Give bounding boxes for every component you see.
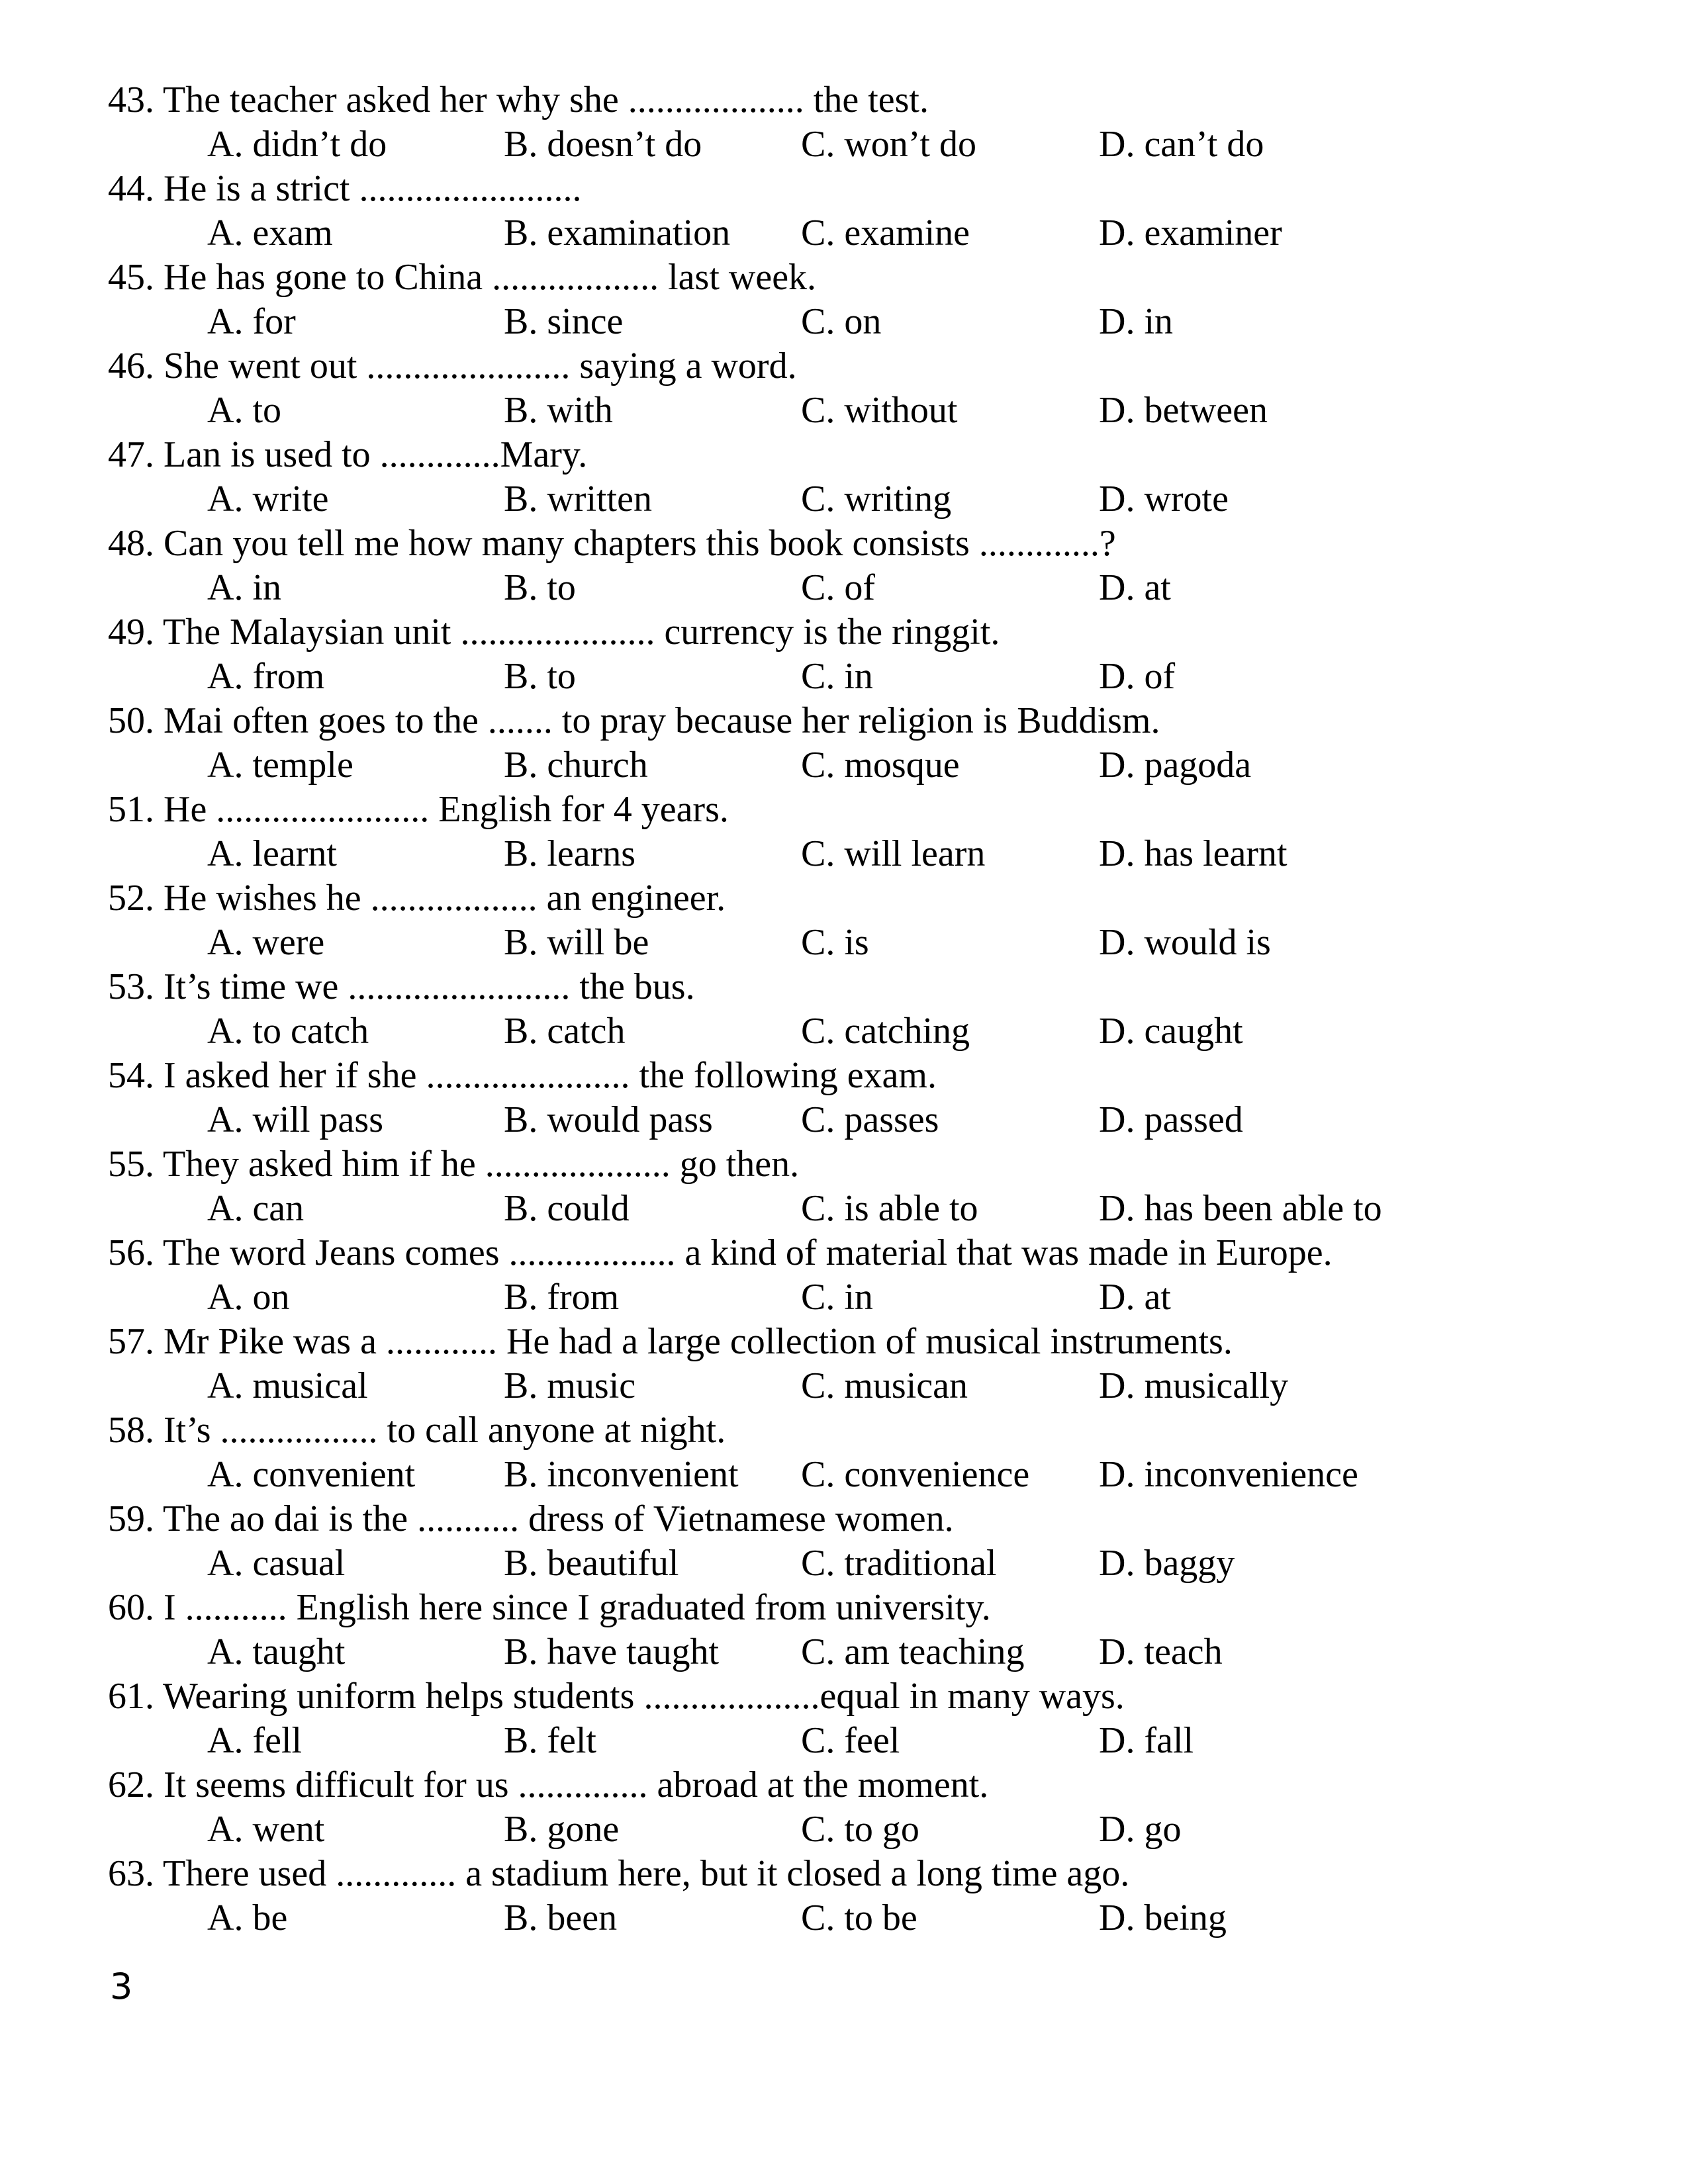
option-c: C. convenience — [801, 1454, 1030, 1495]
option-b: B. written — [504, 478, 652, 520]
option-d: D. inconvenience — [1099, 1454, 1358, 1495]
question-item — [108, 610, 1604, 699]
question-stem: 55. They asked him if he .................... go then. — [108, 1144, 800, 1185]
answer-options — [108, 211, 1604, 255]
option-b: B. catch — [504, 1011, 626, 1052]
option-a: A. can — [207, 1188, 305, 1229]
option-b: B. to — [504, 567, 576, 608]
option-b: B. gone — [504, 1809, 620, 1850]
option-a: A. to catch — [207, 1011, 369, 1052]
question-stem: 48. Can you tell me how many chapters this book consists .............? — [108, 523, 1116, 564]
option-a: A. musical — [207, 1365, 368, 1406]
answer-options — [108, 743, 1604, 788]
option-d: D. pagoda — [1099, 745, 1252, 786]
option-c: C. examine — [801, 212, 970, 253]
answer-options — [108, 1275, 1604, 1320]
question-stem: 63. There used ............. a stadium here, but it closed a long time ago. — [108, 1853, 1130, 1894]
option-c: C. is able to — [801, 1188, 978, 1229]
option-b: B. inconvenient — [504, 1454, 739, 1495]
option-c: C. writing — [801, 478, 952, 520]
option-c: C. traditional — [801, 1543, 997, 1584]
question-stem: 62. It seems difficult for us .............. abroad at the moment. — [108, 1764, 989, 1805]
option-b: B. to — [504, 656, 576, 697]
option-a: A. exam — [207, 212, 333, 253]
option-d: D. caught — [1099, 1011, 1243, 1052]
option-b: B. have taught — [504, 1631, 720, 1672]
option-d: D. has been able to — [1099, 1188, 1382, 1229]
answer-options — [108, 1364, 1604, 1408]
question-item — [108, 78, 1604, 167]
question-stem: 43. The teacher asked her why she ................... the test. — [108, 79, 929, 120]
option-c: C. catching — [801, 1011, 970, 1052]
option-d: D. between — [1099, 390, 1268, 431]
answer-options — [108, 122, 1604, 167]
question-item — [108, 1763, 1604, 1852]
option-c: C. to be — [801, 1897, 917, 1938]
question-item — [108, 522, 1604, 610]
option-b: B. church — [504, 745, 648, 786]
option-c: C. is — [801, 922, 869, 963]
option-d: D. would is — [1099, 922, 1271, 963]
question-stem: 50. Mai often goes to the ....... to pray because her religion is Buddism. — [108, 700, 1160, 741]
question-item — [108, 1142, 1604, 1231]
option-c: C. on — [801, 301, 882, 342]
option-d: D. passed — [1099, 1099, 1243, 1140]
option-d: D. of — [1099, 656, 1176, 697]
option-b: B. could — [504, 1188, 630, 1229]
option-a: A. were — [207, 922, 325, 963]
option-c: C. mosque — [801, 745, 960, 786]
option-c: C. of — [801, 567, 875, 608]
option-d: D. at — [1099, 567, 1171, 608]
question-item — [108, 1054, 1604, 1142]
question-stem: 46. She went out ...................... saying a word. — [108, 345, 797, 387]
answer-options — [108, 1719, 1604, 1763]
option-c: C. in — [801, 1277, 873, 1318]
question-item — [108, 1497, 1604, 1586]
question-item — [108, 1674, 1604, 1763]
option-b: B. music — [504, 1365, 636, 1406]
option-a: A. taught — [207, 1631, 346, 1672]
option-b: B. been — [504, 1897, 618, 1938]
option-a: A. be — [207, 1897, 288, 1938]
option-a: A. write — [207, 478, 329, 520]
answer-options — [108, 1187, 1604, 1231]
question-item — [108, 255, 1604, 344]
option-a: A. in — [207, 567, 281, 608]
option-d: D. fall — [1099, 1720, 1194, 1761]
question-item — [108, 788, 1604, 876]
page-number: 3 — [110, 1966, 133, 2007]
question-item — [108, 965, 1604, 1054]
option-d: D. examiner — [1099, 212, 1282, 253]
option-b: B. learns — [504, 833, 636, 874]
question-stem: 51. He ....................... English for 4 years. — [108, 789, 729, 830]
option-b: B. from — [504, 1277, 620, 1318]
question-stem: 44. He is a strict ........................ — [108, 168, 582, 209]
question-item — [108, 876, 1604, 965]
question-item — [108, 344, 1604, 433]
option-d: D. go — [1099, 1809, 1182, 1850]
option-d: D. has learnt — [1099, 833, 1288, 874]
answer-options — [108, 566, 1604, 610]
question-item — [108, 1586, 1604, 1674]
answer-options — [108, 1541, 1604, 1586]
option-c: C. will learn — [801, 833, 986, 874]
question-stem: 59. The ao dai is the ........... dress of Vietnamese women. — [108, 1498, 954, 1539]
answer-options — [108, 921, 1604, 965]
question-stem: 58. It’s ................. to call anyone at night. — [108, 1410, 726, 1451]
question-stem: 60. I ........... English here since I graduated from university. — [108, 1587, 991, 1628]
option-a: A. to — [207, 390, 281, 431]
option-c: C. feel — [801, 1720, 900, 1761]
option-a: A. went — [207, 1809, 325, 1850]
question-stem: 47. Lan is used to .............Mary. — [108, 434, 588, 475]
option-a: A. didn’t do — [207, 124, 387, 165]
option-c: C. won’t do — [801, 124, 976, 165]
option-d: D. baggy — [1099, 1543, 1235, 1584]
question-item — [108, 167, 1604, 255]
option-a: A. from — [207, 656, 325, 697]
option-c: C. passes — [801, 1099, 939, 1140]
option-c: C. musican — [801, 1365, 968, 1406]
option-c: C. without — [801, 390, 958, 431]
question-stem: 49. The Malaysian unit ..................... currency is the ringgit. — [108, 612, 1000, 653]
answer-options — [108, 300, 1604, 344]
option-b: B. with — [504, 390, 613, 431]
question-stem: 61. Wearing uniform helps students ...................equal in many ways. — [108, 1676, 1125, 1717]
answer-options — [108, 1807, 1604, 1852]
answer-options — [108, 832, 1604, 876]
question-item — [108, 1320, 1604, 1408]
option-a: A. for — [207, 301, 296, 342]
option-d: D. at — [1099, 1277, 1171, 1318]
answer-options — [108, 1098, 1604, 1142]
option-d: D. teach — [1099, 1631, 1223, 1672]
option-b: B. beautiful — [504, 1543, 679, 1584]
question-stem: 45. He has gone to China .................. last week. — [108, 257, 817, 298]
option-b: B. would pass — [504, 1099, 713, 1140]
option-a: A. on — [207, 1277, 290, 1318]
answer-options — [108, 388, 1604, 433]
option-c: C. in — [801, 656, 873, 697]
option-b: B. felt — [504, 1720, 596, 1761]
answer-options — [108, 477, 1604, 522]
option-b: B. examination — [504, 212, 731, 253]
option-a: A. fell — [207, 1720, 303, 1761]
option-a: A. will pass — [207, 1099, 383, 1140]
option-c: C. to go — [801, 1809, 919, 1850]
question-stem: 57. Mr Pike was a ............ He had a large collection of musical instruments. — [108, 1321, 1233, 1362]
question-stem: 53. It’s time we ........................ the bus. — [108, 966, 695, 1007]
question-item — [108, 699, 1604, 788]
option-a: A. convenient — [207, 1454, 416, 1495]
question-item — [108, 1231, 1604, 1320]
answer-options — [108, 1630, 1604, 1674]
question-item — [108, 433, 1604, 522]
question-list — [108, 78, 1604, 1940]
option-d: D. musically — [1099, 1365, 1289, 1406]
option-b: B. doesn’t do — [504, 124, 702, 165]
question-stem: 54. I asked her if she ...................... the following exam. — [108, 1055, 937, 1096]
option-d: D. wrote — [1099, 478, 1229, 520]
answer-options — [108, 1009, 1604, 1054]
option-b: B. since — [504, 301, 624, 342]
question-item — [108, 1408, 1604, 1497]
option-d: D. can’t do — [1099, 124, 1264, 165]
option-a: A. temple — [207, 745, 353, 786]
answer-options — [108, 655, 1604, 699]
option-c: C. am teaching — [801, 1631, 1025, 1672]
question-stem: 56. The word Jeans comes .................. a kind of material that was made in Europe. — [108, 1232, 1333, 1273]
option-b: B. will be — [504, 922, 649, 963]
option-a: A. learnt — [207, 833, 337, 874]
question-item — [108, 1852, 1604, 1940]
question-stem: 52. He wishes he .................. an engineer. — [108, 878, 726, 919]
answer-options — [108, 1453, 1604, 1497]
answer-options — [108, 1896, 1604, 1940]
option-d: D. in — [1099, 301, 1173, 342]
option-d: D. being — [1099, 1897, 1227, 1938]
option-a: A. casual — [207, 1543, 346, 1584]
